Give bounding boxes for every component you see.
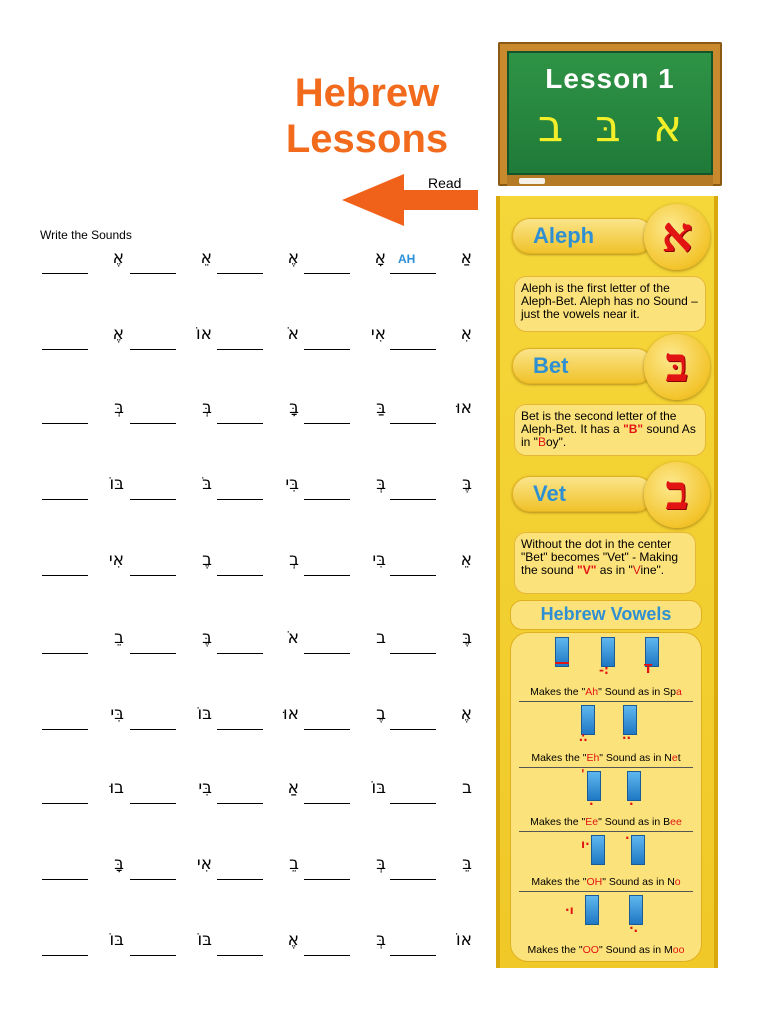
segol-mark-icon: ∴ — [579, 731, 588, 745]
hebrew-syllable: אֶ — [460, 704, 472, 724]
answer-blank[interactable] — [42, 728, 88, 730]
left-arrow-icon — [342, 172, 478, 232]
worksheet-cell — [215, 390, 299, 426]
answer-blank[interactable] — [390, 954, 436, 956]
hebrew-syllable: בָּ — [114, 854, 124, 874]
answer-blank[interactable] — [390, 878, 436, 880]
hebrew-syllable: בַּ — [376, 398, 386, 418]
answer-blank[interactable] — [42, 348, 88, 350]
letter-glyph-circle — [644, 204, 710, 270]
hebrew-syllable: אַ — [460, 248, 472, 268]
hebrew-syllable: אֶ — [112, 248, 124, 268]
worksheet-cell — [302, 620, 386, 656]
worksheet-cell — [388, 316, 472, 352]
hebrew-syllable: בֶּ — [462, 628, 472, 648]
answer-blank[interactable] — [42, 954, 88, 956]
sound-highlight: V — [632, 563, 641, 577]
answer-blank[interactable] — [390, 728, 436, 730]
hebrew-syllable: ב — [376, 628, 386, 648]
hebrew-syllable: בִּי — [110, 704, 124, 724]
letter-name: Vet — [533, 481, 567, 506]
answer-blank[interactable] — [390, 498, 436, 500]
answer-blank[interactable] — [217, 954, 263, 956]
description-text: oy". — [545, 435, 567, 449]
worksheet-cell — [388, 542, 472, 578]
worksheet-cell — [128, 466, 212, 502]
answer-blank[interactable] — [304, 954, 350, 956]
answer-blank[interactable] — [130, 272, 176, 274]
vowel-caption: Makes the "OH" Sound as in No — [531, 876, 681, 888]
worksheet-cell — [388, 620, 472, 656]
answer-blank[interactable] — [390, 802, 436, 804]
hebrew-syllable: אוֹ — [456, 930, 472, 950]
cholam-mark-icon: · — [625, 831, 630, 845]
hebrew-syllable: בֵ — [114, 628, 124, 648]
hebrew-syllable: אֹ — [287, 628, 299, 648]
chalkboard — [498, 42, 722, 186]
worksheet-label: Write the Sounds — [40, 228, 132, 242]
worksheet-cell — [128, 696, 212, 732]
hebrew-syllable: בִּי — [372, 550, 386, 570]
answer-blank[interactable] — [217, 728, 263, 730]
hebrew-syllable: אוֹ — [196, 324, 212, 344]
worksheet-cell — [40, 922, 124, 958]
description-text: as in " — [596, 563, 633, 577]
read-label: Read — [428, 175, 462, 191]
answer-blank[interactable] — [130, 574, 176, 576]
letter-glyph-circle — [644, 462, 710, 528]
answer-blank[interactable] — [390, 652, 436, 654]
hebrew-syllable: ב — [462, 778, 472, 798]
answer-blank[interactable] — [304, 422, 350, 424]
worksheet-cell — [40, 770, 124, 806]
hebrew-syllable: אֹ — [287, 324, 299, 344]
answer-blank[interactable] — [130, 652, 176, 654]
worksheet-cell — [128, 922, 212, 958]
hebrew-syllable: בְּ — [376, 474, 386, 494]
chalk-icon — [519, 178, 545, 184]
letter-placeholder-icon — [585, 895, 599, 925]
chataf-patach-mark-icon: -: — [599, 663, 609, 677]
vowel-caption: Makes the "Ee" Sound as in Bee — [530, 816, 682, 828]
letter-name-pill — [512, 348, 654, 384]
description-text: sound As in " — [521, 422, 696, 449]
hebrew-syllable: בּוֹ — [109, 930, 124, 950]
vowels-chart — [510, 632, 702, 962]
worksheet-cell — [40, 620, 124, 656]
worksheet-cell — [302, 770, 386, 806]
vav-cholam-mark-icon: ו· — [581, 837, 590, 851]
description-text: Aleph is the first letter of the Aleph-Bet. Aleph has no Sound – just the vowels near it. — [521, 281, 698, 321]
hebrew-syllable: בֶּ — [202, 628, 212, 648]
hebrew-syllable: אוּ — [283, 704, 299, 724]
sound-highlight: "V" — [577, 563, 597, 577]
hebrew-syllable: אֶ — [287, 930, 299, 950]
hebrew-syllable: אִי — [196, 854, 212, 874]
worksheet-cell — [388, 466, 472, 502]
answer-blank[interactable] — [304, 802, 350, 804]
chalk-tray — [507, 175, 713, 186]
answer-blank[interactable] — [217, 348, 263, 350]
chirik-mark-icon: · — [589, 797, 594, 811]
vowel-caption: Makes the "Ah" Sound as in Spa — [530, 686, 682, 698]
hebrew-syllable: בֵ — [289, 854, 299, 874]
worksheet-cell — [302, 542, 386, 578]
worksheet-cell — [215, 770, 299, 806]
vowel-row — [519, 701, 693, 768]
letter-name: Aleph — [533, 223, 595, 248]
answer-blank[interactable] — [217, 574, 263, 576]
kubutz-mark-icon: ∙. — [629, 921, 639, 935]
worksheet-cell — [388, 770, 472, 806]
board-letters: א בּ ב — [537, 101, 683, 152]
letter-placeholder-icon — [631, 835, 645, 865]
worksheet-cell — [128, 770, 212, 806]
worksheet-cell — [128, 240, 212, 276]
answer-blank[interactable] — [217, 498, 263, 500]
answer-blank[interactable] — [42, 498, 88, 500]
description-text: Bet is the second letter of the Aleph-Bet. It has a — [521, 409, 677, 436]
hebrew-syllable: אִי — [108, 550, 124, 570]
worksheet-cell — [215, 240, 299, 276]
hebrew-syllable: בּוֹ — [109, 474, 124, 494]
worksheet-cell — [128, 620, 212, 656]
answer-blank[interactable] — [130, 348, 176, 350]
hebrew-syllable: אֶ — [112, 324, 124, 344]
worksheet-cell — [302, 240, 386, 276]
worksheet-cell — [302, 466, 386, 502]
hebrew-syllable: בֶ — [202, 550, 212, 570]
answer-blank[interactable] — [390, 574, 436, 576]
hebrew-syllable: אֵ — [460, 550, 472, 570]
answer-blank[interactable] — [217, 272, 263, 274]
worksheet-cell — [40, 316, 124, 352]
answer-blank[interactable] — [390, 422, 436, 424]
answer-blank[interactable] — [390, 272, 436, 274]
worksheet-cell — [40, 466, 124, 502]
hebrew-syllable: בִּי — [285, 474, 299, 494]
shuruk-mark-icon: ·ו — [565, 903, 574, 917]
worksheet-cell — [388, 390, 472, 426]
worksheet-cell — [302, 316, 386, 352]
vowel-row — [519, 891, 693, 959]
vowel-row — [519, 831, 693, 892]
chalkboard-surface — [507, 51, 713, 175]
hebrew-syllable: בּוֹ — [197, 704, 212, 724]
answer-blank[interactable] — [42, 422, 88, 424]
answer-blank[interactable] — [217, 422, 263, 424]
worksheet-cell — [302, 696, 386, 732]
letter-description — [514, 276, 706, 332]
hebrew-syllable: אִי — [370, 324, 386, 344]
letter-name: Bet — [533, 353, 569, 378]
letter-description — [514, 532, 696, 594]
yud-mark-icon: ' — [581, 767, 585, 781]
patach-mark-icon — [555, 662, 569, 664]
answer-blank[interactable] — [304, 728, 350, 730]
answer-blank[interactable] — [130, 802, 176, 804]
hebrew-syllable: בְּ — [376, 854, 386, 874]
answer-blank[interactable] — [304, 498, 350, 500]
worksheet-cell — [40, 846, 124, 882]
hebrew-syllable: בּוֹ — [197, 930, 212, 950]
hebrew-syllable: אֶ — [287, 248, 299, 268]
lesson-number: Lesson 1 — [545, 63, 675, 94]
hebrew-syllable: בֶּ — [462, 474, 472, 494]
worksheet-cell — [215, 696, 299, 732]
answer-blank[interactable] — [42, 574, 88, 576]
letter-placeholder-icon — [591, 835, 605, 865]
letter-description — [514, 404, 706, 456]
answer-blank[interactable] — [217, 878, 263, 880]
answer-blank[interactable] — [130, 498, 176, 500]
title-line1: Hebrew — [294, 71, 440, 115]
answer-blank[interactable] — [304, 272, 350, 274]
letter-glyph: א — [661, 207, 693, 263]
hebrew-syllable: בֹּ — [202, 474, 212, 494]
answer-blank[interactable] — [130, 954, 176, 956]
vowel-row — [519, 767, 693, 832]
worksheet-cell — [302, 922, 386, 958]
worksheet-cell — [388, 696, 472, 732]
page-title — [262, 70, 472, 162]
letter-glyph: בּ — [665, 337, 689, 393]
worksheet-cell — [128, 542, 212, 578]
worksheet-cell — [40, 696, 124, 732]
answer-blank[interactable] — [130, 878, 176, 880]
worksheet-cell — [302, 390, 386, 426]
hebrew-syllable: בִּי — [198, 778, 212, 798]
answer-blank[interactable] — [42, 652, 88, 654]
answer-blank[interactable] — [390, 348, 436, 350]
title-line2: Lessons — [285, 117, 449, 161]
answer-blank[interactable] — [304, 878, 350, 880]
hebrew-syllable: אַ — [287, 778, 299, 798]
worksheet-cell — [128, 390, 212, 426]
hebrew-syllable: בֶ — [376, 704, 386, 724]
hebrew-syllable: בְּ — [202, 398, 212, 418]
letter-name-pill — [512, 476, 654, 512]
hebrew-syllable: אוּ — [456, 398, 472, 418]
worksheet-cell — [128, 846, 212, 882]
hebrew-syllable: בֵּ — [462, 854, 472, 874]
worksheet-cell — [215, 922, 299, 958]
letter-name-pill — [512, 218, 654, 254]
worksheet-cell — [40, 390, 124, 426]
hebrew-syllable: בּוֹ — [371, 778, 386, 798]
answer-blank[interactable] — [42, 802, 88, 804]
worksheet-cell — [215, 846, 299, 882]
answer-blank[interactable] — [217, 652, 263, 654]
letter-glyph: ב — [665, 465, 689, 521]
vowels-title: Hebrew Vowels — [510, 600, 702, 630]
worksheet-cell — [40, 240, 124, 276]
worksheet-cell — [388, 922, 472, 958]
worksheet-cell — [302, 846, 386, 882]
hebrew-syllable: אָ — [374, 248, 386, 268]
hebrew-syllable: אֵ — [200, 248, 212, 268]
worksheet-cell — [215, 316, 299, 352]
hebrew-syllable: בְּ — [114, 398, 124, 418]
letter-glyph-circle — [644, 334, 710, 400]
example-answer: AH — [398, 252, 416, 266]
worksheet-cell — [40, 542, 124, 578]
kamatz-mark-icon: T — [644, 662, 653, 676]
vowel-caption: Makes the "OO" Sound as in Moo — [527, 944, 685, 956]
hebrew-syllable: בְּ — [376, 930, 386, 950]
description-text: ine". — [640, 563, 665, 577]
chirik-mark-icon: · — [629, 797, 634, 811]
answer-blank[interactable] — [304, 652, 350, 654]
description-text: Without the dot in the center "Bet" becomes "Vet" - Making the sound — [521, 537, 679, 577]
sound-highlight: "B" — [623, 422, 644, 436]
sound-highlight: B — [537, 435, 546, 449]
hebrew-syllable: בוּ — [109, 778, 124, 798]
worksheet-cell — [388, 846, 472, 882]
answer-blank[interactable] — [42, 272, 88, 274]
hebrew-syllable: בָּ — [289, 398, 299, 418]
hebrew-syllable: אִ — [460, 324, 472, 344]
vowel-row — [519, 633, 693, 702]
worksheet-cell — [128, 316, 212, 352]
vowel-caption: Makes the "Eh" Sound as in Net — [531, 752, 681, 764]
answer-blank[interactable] — [130, 728, 176, 730]
answer-blank[interactable] — [130, 422, 176, 424]
worksheet-cell — [215, 466, 299, 502]
answer-blank[interactable] — [304, 574, 350, 576]
answer-blank[interactable] — [42, 878, 88, 880]
worksheet-cell — [215, 542, 299, 578]
worksheet-cell — [215, 620, 299, 656]
tzere-mark-icon: ·· — [622, 731, 632, 745]
answer-blank[interactable] — [304, 348, 350, 350]
worksheet-cell — [388, 240, 472, 276]
hebrew-syllable: בְ — [289, 550, 299, 570]
answer-blank[interactable] — [217, 802, 263, 804]
